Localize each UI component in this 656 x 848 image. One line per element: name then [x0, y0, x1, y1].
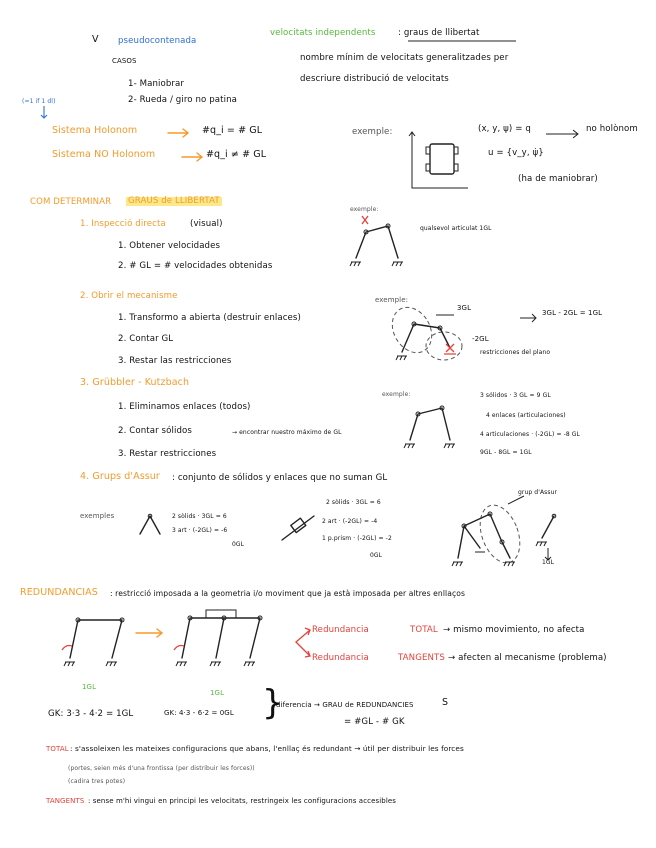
- prismatic-joint-icon: [280, 514, 316, 542]
- holonom-label: Sistema Holonom: [52, 125, 138, 136]
- velocitats-eq: : graus de llibertat: [398, 28, 480, 38]
- velocitats-title: velocitats independents: [270, 28, 376, 38]
- m3-calc-1: 3 sólidos · 3 GL = 9 GL: [480, 392, 551, 399]
- roman-numeral: V: [92, 34, 99, 45]
- casos-label: CASOS: [112, 57, 137, 65]
- m2-example: exemple:: [375, 296, 409, 304]
- assur-triangle-icon: [138, 514, 164, 536]
- m3-step-2: 2. Contar sólidos: [118, 426, 192, 436]
- m4-title: 4. Grups d'Assur: [80, 471, 160, 482]
- m3-calc-3: 4 articulaciones · (-2GL) = -8 GL: [480, 431, 580, 438]
- no-holonom-arrow: no holònom: [586, 124, 638, 134]
- m2-title: 2. Obrir el mecanisme: [80, 291, 178, 301]
- tangents-text: : sense m'hi vingui en principi les velocitats, restringeix les configuracions accesibles: [88, 797, 397, 805]
- no-holonom-eq: #q_i ≠ # GL: [206, 149, 267, 160]
- total-label: TOTAL: [46, 745, 69, 753]
- four-bar-diagram: [348, 212, 418, 268]
- redund-2-desc: → afecten al mecanisme (problema): [448, 653, 607, 663]
- no-holonom-label: Sistema NO Holonom: [52, 149, 156, 160]
- m4-a2: 3 art · (-2GL) = -6: [172, 527, 228, 534]
- m4-def: : conjunto de sólidos y enlaces que no suman GL: [172, 473, 388, 483]
- m2-step-1: 1. Transformo a abierta (destruir enlaces): [118, 313, 301, 323]
- parallel-mechanism-diagram: [56, 606, 134, 670]
- m4-b3: 1 p.prism · (-2GL) = -2: [322, 535, 392, 542]
- gl-2: 1GL: [210, 689, 225, 697]
- velocitats-def-1: nombre mínim de velocitats generalitzades per: [300, 53, 509, 63]
- arrow-icon: [182, 152, 204, 162]
- holonom-eq: #q_i = # GL: [202, 125, 263, 136]
- m2-result: 3GL - 2GL = 1GL: [542, 309, 603, 317]
- m1-example: exemple:: [350, 206, 379, 213]
- single-link-diagram: [536, 508, 566, 564]
- arrow-icon: [436, 310, 456, 320]
- m2-step-3: 3. Restar las restricciones: [118, 356, 232, 366]
- diferencia: diferencia → GRAU de REDUNDANCIES: [276, 701, 414, 709]
- m1-step-1: 1. Obtener velocidades: [118, 241, 221, 251]
- maniobrar-note: (ha de maniobrar): [518, 174, 598, 184]
- redund-1-type: TOTAL: [410, 625, 438, 635]
- m3-step-2b: → encontrar nuestro máximo de GL: [232, 429, 342, 436]
- m4-a3: 0GL: [232, 541, 245, 548]
- redund-1: Redundancia: [312, 625, 369, 635]
- m2-3gl: 3GL: [457, 304, 472, 312]
- m4-b2: 2 art · (-2GL) = -4: [322, 518, 378, 525]
- redund-formula: = #GL - # GK: [344, 717, 405, 727]
- total-text: : s'assoleixen les mateixes configuracions que abans, l'enllaç és redundant → útil per distribuir les forces: [70, 744, 464, 753]
- m4-examples: exemples: [80, 512, 115, 520]
- arrow-icon: [136, 628, 166, 638]
- car-axes-diagram: [400, 130, 470, 192]
- redund-2-type: TANGENTS: [398, 653, 445, 663]
- redund-2: Redundancia: [312, 653, 369, 663]
- gk-2: GK: 4·3 - 6·2 = 0GL: [164, 709, 234, 717]
- speeds: u = {v_y, ψ̇}: [488, 148, 544, 158]
- como-title: COM DETERMINAR: [30, 197, 112, 207]
- gl-1: 1GL: [82, 683, 97, 691]
- redund-title: REDUNDANCIAS: [20, 587, 98, 598]
- assur-group-diagram: [450, 496, 530, 572]
- caso-2: 2- Rueda / giro no patina: [128, 95, 238, 105]
- gk-1: GK: 3·3 - 4·2 = 1GL: [48, 709, 134, 719]
- redundant-mechanism-diagram: [170, 602, 274, 670]
- down-arrow-icon: [40, 106, 50, 120]
- side-note: (=1 if 1 dl): [22, 98, 56, 105]
- example-label: exemple:: [352, 127, 393, 137]
- arrow-icon: [520, 313, 540, 323]
- total-note-1: (portes, seien més d'una frontissa (per distribuir les forces)): [68, 765, 255, 772]
- m3-step-1: 1. Eliminamos enlaces (todos): [118, 402, 251, 412]
- m1-title: 1. Inspecció directa: [80, 219, 166, 229]
- m1-step-2: 2. # GL = # velocidades obtenidas: [118, 261, 273, 271]
- m4-grup: grup d'Assur: [518, 489, 558, 496]
- m4-b1: 2 sòlids · 3GL = 6: [326, 499, 381, 506]
- redund-1-desc: → mismo movimiento, no afecta: [443, 625, 585, 635]
- branch-arrows-icon: [292, 626, 312, 662]
- velocitats-def-2: descriure distribució de velocitats: [300, 74, 449, 84]
- redund-def: : restricció imposada a la geometria i/o moviment que ja està imposada per altres enllaços: [110, 589, 466, 598]
- m4-b4: 0GL: [370, 552, 383, 559]
- m3-calc-4: 9GL - 8GL = 1GL: [480, 449, 532, 456]
- m4-a1: 2 sòlids · 3GL = 6: [172, 513, 227, 520]
- como-highlight: GRAUS de LLIBERTAT: [128, 196, 220, 206]
- total-note-2: (cadira tres potes): [68, 778, 126, 785]
- coords: (x, y, ψ) = q: [478, 124, 531, 134]
- m1-note: qualsevol articulat 1GL: [420, 225, 492, 232]
- arrow-icon: [546, 129, 582, 139]
- m2-restr: restricciones del plano: [480, 349, 551, 356]
- m3-calc-2: 4 enlaces (articulaciones): [486, 412, 566, 419]
- caso-1: 1- Maniobrar: [128, 79, 185, 89]
- redund-s: S: [442, 697, 449, 708]
- tangents-label: TANGENTS: [46, 797, 85, 805]
- underline-gl: [408, 40, 518, 44]
- m3-step-3: 3. Restar restricciones: [118, 449, 217, 459]
- m3-title: 3. Grübbler - Kutzbach: [80, 377, 190, 388]
- m2-step-2: 2. Contar GL: [118, 334, 174, 344]
- pseudo-title: pseudocontenada: [118, 36, 197, 46]
- m4-one-gl: 1GL: [542, 559, 555, 566]
- four-bar-diagram-2: [402, 400, 464, 450]
- brace-icon: }: [262, 683, 284, 723]
- arrow-icon: [168, 128, 190, 138]
- m2-minus-2gl: -2GL: [472, 335, 489, 343]
- m3-example: exemple:: [382, 391, 411, 398]
- m1-tag: (visual): [190, 219, 223, 229]
